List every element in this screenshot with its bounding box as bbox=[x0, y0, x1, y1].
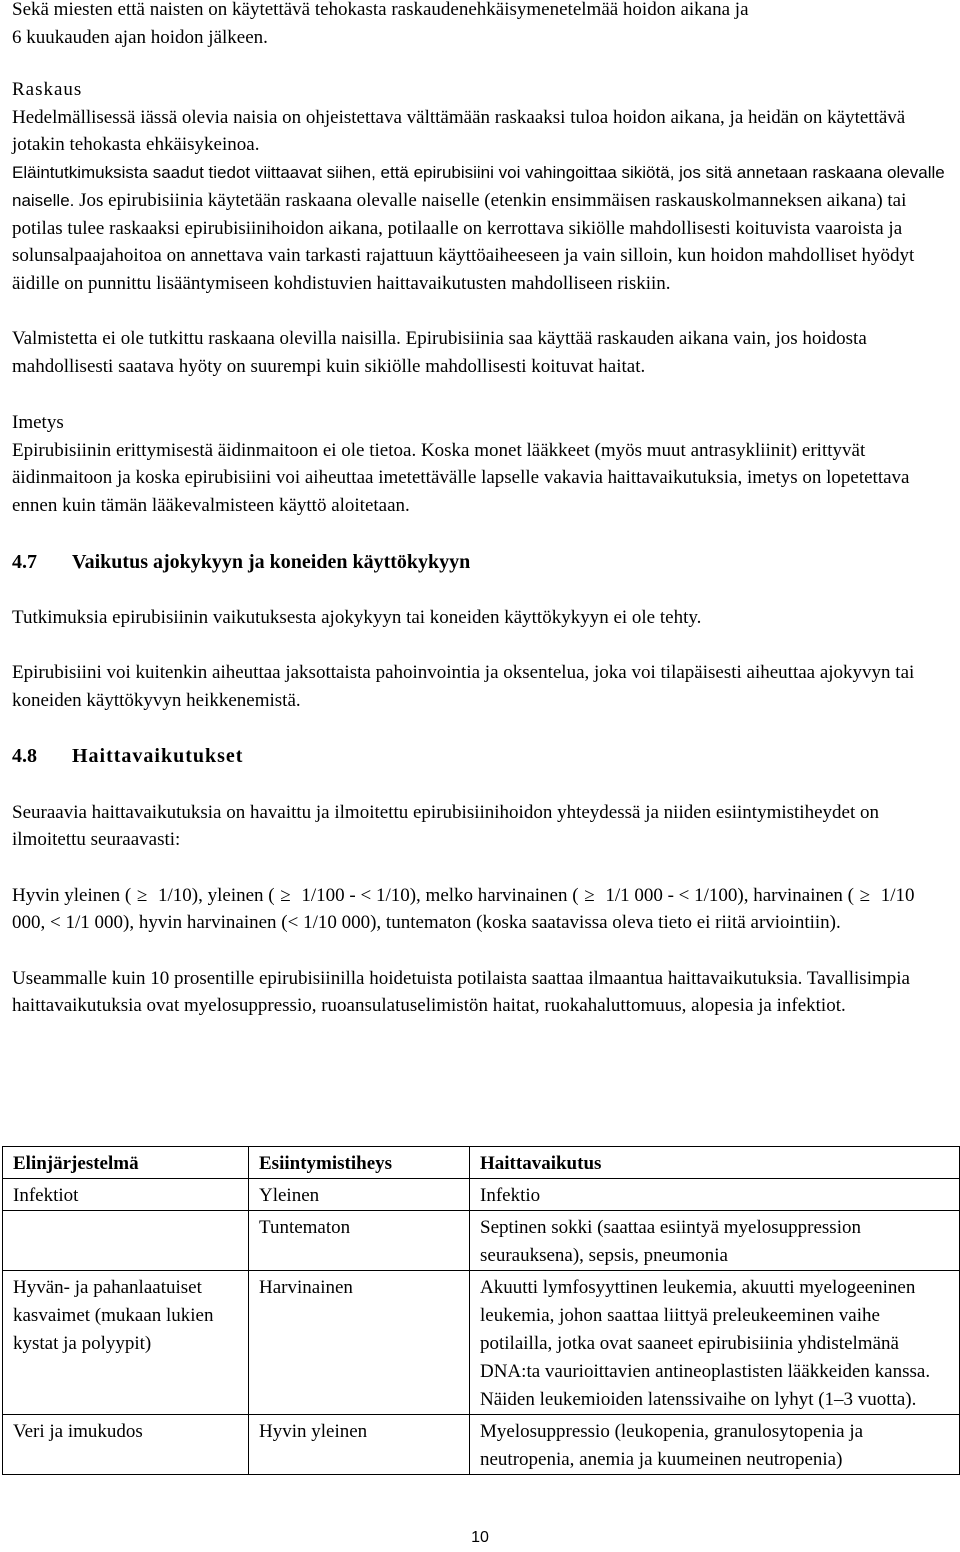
section-number: 4.8 bbox=[12, 745, 37, 767]
header-organ-system: Elinjärjestelmä bbox=[3, 1147, 249, 1179]
cell-adverse-effect: Septinen sokki (saattaa esiintyä myelosuppression seurauksena), sepsis, pneumonia bbox=[470, 1211, 960, 1271]
raskaus-paragraph-3: Valmistetta ei ole tutkittu raskaana olevilla naisilla. Epirubisiinia saa käyttää raskauden aikana vain, jos hoidosta mahdollisesti saatava hyöty on suurempi kuin sikiölle mahdollisesti koituvat haitat. bbox=[12, 328, 867, 377]
frequency-definitions bbox=[12, 882, 952, 937]
freq-text: 1/10 000, < 1/1 000), hyvin harvinainen (< 1/10 000), tuntematon (koska saatavissa oleva tieto ei riitä arviointiin). bbox=[12, 884, 915, 933]
document-page bbox=[12, 0, 952, 1020]
raskaus-sans-text: Eläintutkimuksista saadut tiedot viittaavat siihen, että epirubisiini voi vahingoittaa sikiötä, jos sitä annetaan raskaana olevalle naiselle. bbox=[12, 162, 945, 210]
raskaus-paragraph-1: Hedelmällisessä iässä olevia naisia on ohjeistettava välttämään raskaaksi tuloa hoidon aikana, ja heidän on käytettävä jotakin tehokasta ehkäisykeinoa. bbox=[12, 106, 906, 155]
intro-line-2: 6 kuukauden ajan hoidon jälkeen. bbox=[12, 26, 268, 48]
section-4-8-paragraph-3: Useammalle kuin 10 prosentille epirubisiinilla hoidetuista potilaista saattaa ilmaantua haittavaikutuksia. Tavallisimpia haittavaikutuksia ovat myelosuppressio, ruoansulatuselimistön haitat, ruokahaluttomuus, alopesia ja infektiot. bbox=[12, 967, 910, 1016]
ge-symbol: ≥ bbox=[584, 884, 595, 906]
header-frequency: Esiintymistiheys bbox=[249, 1147, 470, 1179]
cell-organ-system: Veri ja imukudos bbox=[3, 1415, 249, 1475]
section-title: Vaikutus ajokykyyn ja koneiden käyttökykyyn bbox=[72, 551, 471, 573]
freq-text: 1/10), yleinen ( bbox=[153, 884, 275, 906]
imetys-heading: Imetys bbox=[12, 412, 64, 433]
cell-organ-system: Infektiot bbox=[3, 1179, 249, 1211]
adverse-effects-table bbox=[2, 1146, 960, 1475]
cell-organ-system bbox=[3, 1211, 249, 1271]
table-row bbox=[3, 1179, 960, 1211]
section-4-8-paragraph-1: Seuraavia haittavaikutuksia on havaittu ja ilmoitettu epirubisiinihoidon yhteydessä ja niiden esiintymistiheydet on ilmoitettu seuraavasti: bbox=[12, 801, 879, 850]
ge-symbol: ≥ bbox=[137, 884, 148, 906]
intro-line-1: Sekä miesten että naisten on käytettävä tehokasta raskaudenehkäisymenetelmää hoidon aikana ja bbox=[12, 0, 749, 20]
table-row bbox=[3, 1415, 960, 1475]
ge-symbol: ≥ bbox=[859, 884, 871, 906]
table-row bbox=[3, 1271, 960, 1415]
cell-adverse-effect: Akuutti lymfosyyttinen leukemia, akuutti myelogeeninen leukemia, johon saattaa liittyä preleukeeminen vaihe potilailla, jotka ovat saaneet epirubisiinia yhdistelmänä DNA:ta vaurioittavien antineoplastisten lääkkeiden kanssa. Näiden leukemioiden latenssivaihe on lyhyt (1–3 vuotta). bbox=[470, 1271, 960, 1415]
ge-symbol: ≥ bbox=[280, 884, 291, 906]
header-adverse-effect: Haittavaikutus bbox=[470, 1147, 960, 1179]
freq-text: Hyvin yleinen ( bbox=[12, 884, 132, 906]
freq-text: 1/100 - < 1/10), melko harvinainen ( bbox=[296, 884, 579, 906]
cell-frequency: Yleinen bbox=[249, 1179, 470, 1211]
cell-adverse-effect: Myelosuppressio (leukopenia, granulosytopenia ja neutropenia, anemia ja kuumeinen neutropenia) bbox=[470, 1415, 960, 1475]
section-4-7-heading bbox=[12, 549, 952, 577]
page-number: 10 bbox=[471, 1529, 489, 1546]
cell-frequency: Hyvin yleinen bbox=[249, 1415, 470, 1475]
section-4-7-paragraph-2: Epirubisiini voi kuitenkin aiheuttaa jaksottaista pahoinvointia ja oksentelua, joka voi tilapäisesti aiheuttaa ajokyvyn tai koneiden käyttökyvyn heikkenemistä. bbox=[12, 662, 915, 711]
cell-frequency: Harvinainen bbox=[249, 1271, 470, 1415]
cell-adverse-effect: Infektio bbox=[470, 1179, 960, 1211]
freq-text: 1/1 000 - < 1/100), harvinainen ( bbox=[600, 884, 855, 906]
raskaus-heading: Raskaus bbox=[12, 79, 83, 100]
imetys-paragraph: Epirubisiinin erittymisestä äidinmaitoon ei ole tietoa. Koska monet lääkkeet (myös muut antrasykliinit) erittyvät äidinmaitoon ja koska epirubisiini voi aiheuttaa imetettävälle lapselle vakavia haittavaikutuksia, imetys on lopetettava ennen kuin tämän lääkevalmisteen käyttö aloitetaan. bbox=[12, 439, 910, 516]
section-4-8-heading bbox=[12, 743, 952, 771]
cell-organ-system: Hyvän- ja pahanlaatuiset kasvaimet (mukaan lukien kystat ja polyypit) bbox=[3, 1271, 249, 1415]
table-header-row bbox=[3, 1147, 960, 1179]
section-4-7-paragraph-1: Tutkimuksia epirubisiinin vaikutuksesta ajokykyyn tai koneiden käyttökykyyn ei ole tehty. bbox=[12, 606, 702, 628]
section-number: 4.7 bbox=[12, 551, 37, 573]
raskaus-paragraph-2 bbox=[12, 159, 952, 298]
raskaus-serif-text: Jos epirubisiinia käytetään raskaana olevalle naiselle (etenkin ensimmäisen raskauskolmanneksen aikana) tai potilas tulee raskaaksi epirubisiinihoidon aikana, potilaalle on kerrottava sikiölle mahdollisesti koituvista vaaroista ja solunsalpaajahoitoa on annettava vain tarkasti rajattuun käyttöaiheeseen ja vain silloin, kun hoidon mahdolliset hyödyt äidille on punnittu lisääntymiseen kohdistuvien haittavaikutusten mahdolliseen riskiin. bbox=[12, 189, 915, 294]
intro-paragraph bbox=[12, 0, 952, 51]
cell-frequency: Tuntematon bbox=[249, 1211, 470, 1271]
table-row bbox=[3, 1211, 960, 1271]
section-title: Haittavaikutukset bbox=[72, 745, 244, 767]
